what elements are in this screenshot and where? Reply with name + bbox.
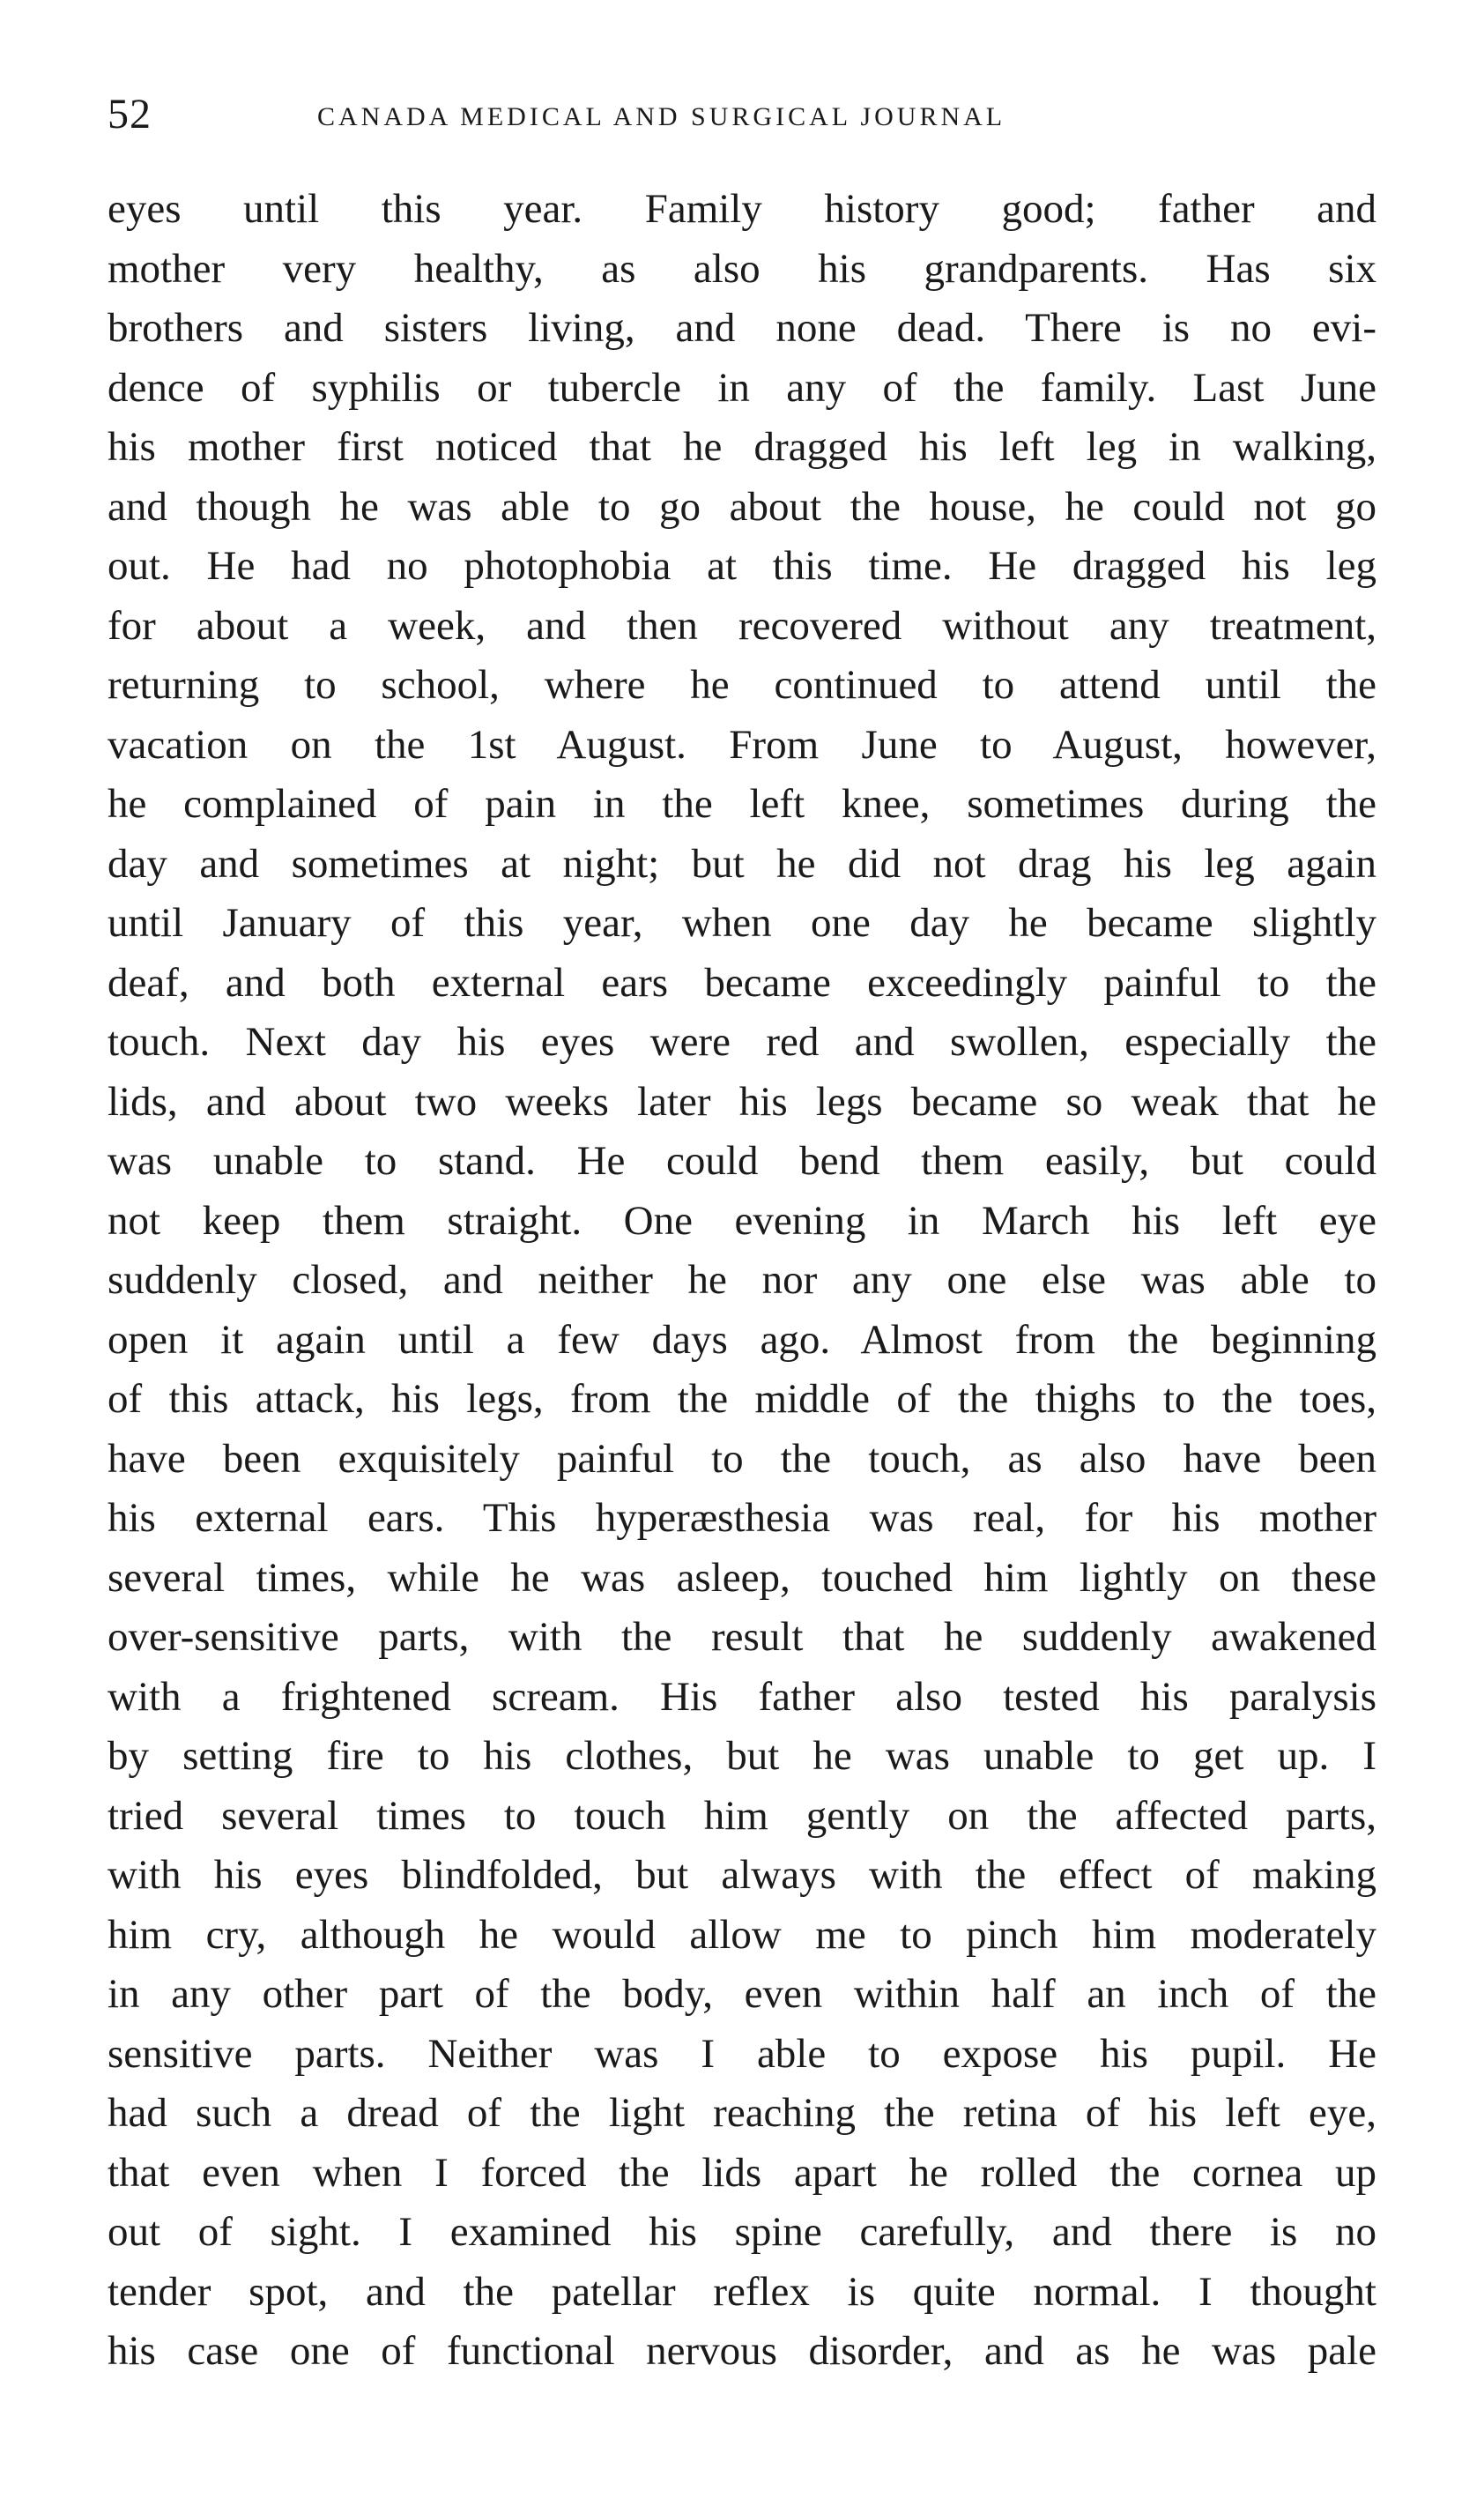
text-line: was unable to stand. He could bend them easily, but could (108, 1138, 1376, 1184)
text-line: vacation on the 1st August. From June to August, however, (108, 721, 1376, 768)
text-line: not keep them straight. One evening in March his left eye (108, 1197, 1376, 1244)
text-line: and though he was able to go about the house, he could not go (108, 483, 1376, 530)
text-line: eyes until this year. Family history good; father and (108, 186, 1376, 232)
page-header (108, 88, 1376, 150)
text-line: out of sight. I examined his spine carefully, and there is no (108, 2209, 1376, 2255)
text-line: brothers and sisters living, and none dead. There is no evi- (108, 305, 1376, 351)
text-line: several times, while he was asleep, touched him lightly on these (108, 1554, 1376, 1601)
text-line: out. He had no photophobia at this time. He dragged his leg (108, 543, 1376, 589)
text-line: tender spot, and the patellar reflex is quite normal. I thought (108, 2268, 1376, 2315)
text-line: touch. Next day his eyes were red and swollen, especially the (108, 1019, 1376, 1065)
text-line: returning to school, where he continued to attend until the (108, 662, 1376, 708)
text-line: have been exquisitely painful to the touch, as also have been (108, 1435, 1376, 1482)
text-line: over-sensitive parts, with the result that he suddenly awakened (108, 1614, 1376, 1660)
text-line: dence of syphilis or tubercle in any of the family. Last June (108, 364, 1376, 411)
running-title: CANADA MEDICAL AND SURGICAL JOURNAL (317, 102, 1006, 131)
text-line: lids, and about two weeks later his legs became so weak that he (108, 1078, 1376, 1125)
text-line: his mother first noticed that he dragged his left leg in walking, (108, 424, 1376, 470)
body-text (108, 180, 1376, 2382)
text-line: day and sometimes at night; but he did not drag his leg again (108, 840, 1376, 887)
text-line: of this attack, his legs, from the middle of the thighs to the toes, (108, 1376, 1376, 1422)
text-line: mother very healthy, as also his grandparents. Has six (108, 245, 1376, 292)
text-line: with a frightened scream. His father also tested his paralysis (108, 1673, 1376, 1720)
text-line: sensitive parts. Neither was I able to expose his pupil. He (108, 2030, 1376, 2077)
text-line: open it again until a few days ago. Almost from the beginning (108, 1316, 1376, 1363)
text-line: he complained of pain in the left knee, sometimes during the (108, 781, 1376, 827)
text-line: had such a dread of the light reaching the retina of his left eye, (108, 2090, 1376, 2136)
text-line: that even when I forced the lids apart he rolled the cornea up (108, 2149, 1376, 2196)
text-line: suddenly closed, and neither he nor any one else was able to (108, 1257, 1376, 1303)
text-line: him cry, although he would allow me to pinch him moderately (108, 1911, 1376, 1958)
text-line: his external ears. This hyperæsthesia was real, for his mother (108, 1495, 1376, 1541)
text-line: in any other part of the body, even within half an inch of the (108, 1971, 1376, 2017)
text-line: for about a week, and then recovered without any treatment, (108, 602, 1376, 649)
text-line: by setting fire to his clothes, but he was unable to get up. I (108, 1733, 1376, 1779)
text-line: until January of this year, when one day he became slightly (108, 900, 1376, 946)
text-line: with his eyes blindfolded, but always with the effect of making (108, 1852, 1376, 1898)
text-line: deaf, and both external ears became exceedingly painful to the (108, 959, 1376, 1006)
page-number: 52 (108, 91, 152, 138)
text-line: tried several times to touch him gently on the affected parts, (108, 1792, 1376, 1839)
text-line: his case one of functional nervous disorder, and as he was pale (108, 2328, 1376, 2374)
